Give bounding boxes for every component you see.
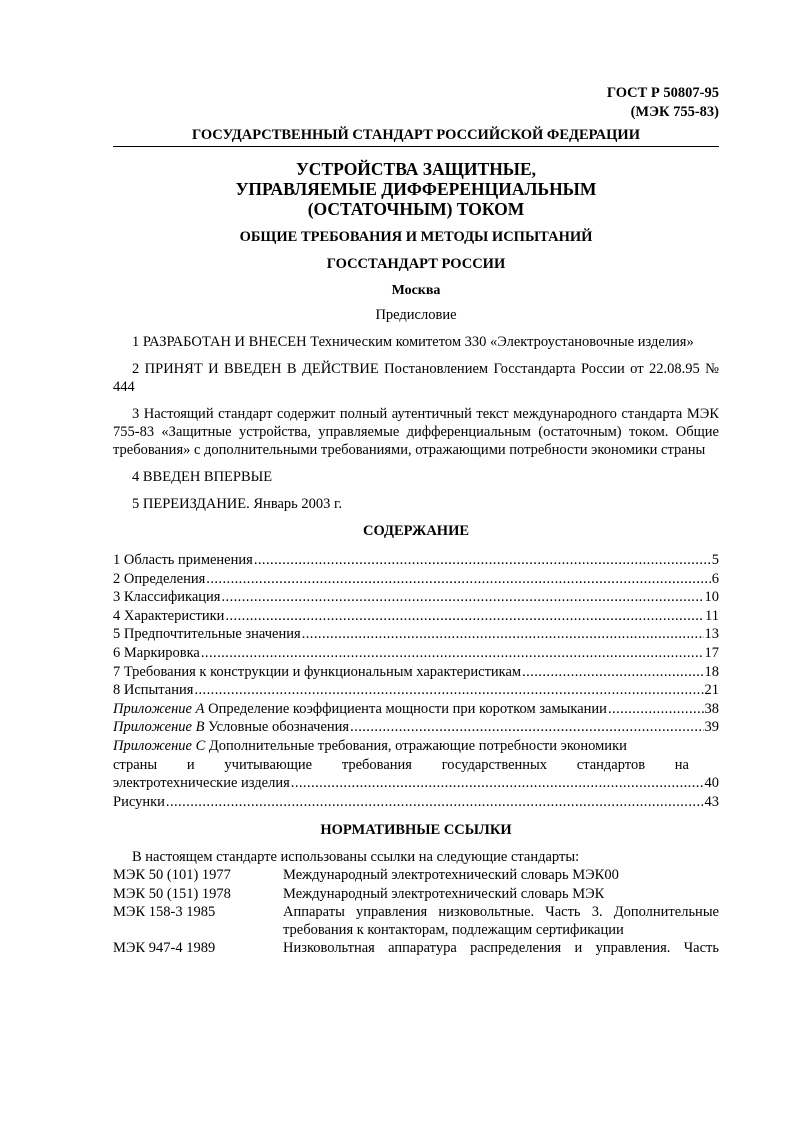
toc-appendix-b: Приложение В Условные обозначения . . . 39 [113, 718, 719, 737]
foreword-heading: Предисловие [375, 307, 457, 323]
document-page [113, 84, 719, 957]
toc-entry: 8 Испытания . . . 21 [113, 681, 719, 700]
toc-entry: 6 Маркировка . . . 17 [113, 644, 719, 663]
table-of-contents [113, 551, 719, 811]
foreword-item-4: 4 ВВЕДЕН ВПЕРВЫЕ [132, 469, 273, 485]
title-line-3: (ОСТАТОЧНЫМ) ТОКОМ [307, 199, 525, 219]
references-intro: В настоящем стандарте использованы ссылки на следующие стандарты: [132, 849, 580, 866]
contents-heading: СОДЕРЖАНИЕ [362, 523, 470, 539]
standard-code: ГОСТ Р 50807-95 [606, 85, 719, 101]
reference-row: МЭК 50 (151) 1978 Международный электротехнический словарь МЭК [113, 885, 605, 902]
foreword-item-5: 5 ПЕРЕИЗДАНИЕ. Январь 2003 г. [132, 496, 342, 512]
toc-entry: 7 Требования к конструкции и функциональным характеристикам . . . 18 [113, 663, 719, 682]
references-list [113, 866, 719, 957]
foreword-item-1: 1 РАЗРАБОТАН И ВНЕСЕН Техническим комитетом 330 «Электроустановочные изделия» [132, 334, 694, 350]
toc-entry: 5 Предпочтительные значения . . . 13 [113, 625, 719, 644]
toc-entry: 2 Определения . . . 6 [113, 570, 719, 589]
reference-row: МЭК 50 (101) 1977 Международный электротехнический словарь МЭК00 [113, 867, 619, 884]
subtitle: ОБЩИЕ ТРЕБОВАНИЯ И МЕТОДЫ ИСПЫТАНИЙ [239, 229, 593, 245]
references-heading: НОРМАТИВНЫЕ ССЫЛКИ [320, 822, 512, 839]
title-line-2: УПРАВЛЯЕМЫЕ ДИФФЕРЕНЦИАЛЬНЫМ [235, 179, 597, 199]
toc-figures: Рисунки . . . 43 [113, 793, 719, 812]
state-standard-line: ГОСУДАРСТВЕННЫЙ СТАНДАРТ РОССИЙСКОЙ ФЕДЕРАЦИИ [113, 126, 719, 147]
toc-entry: 1 Область применения . . . 5 [113, 551, 719, 570]
toc-appendix-a: Приложение А Определение коэффициента мощности при коротком замыкании . . . 38 [113, 700, 719, 719]
reference-row: МЭК 947-4 1989 Низковольтная аппаратура распределения и управления. Часть [113, 940, 719, 957]
toc-entry: 4 Характеристики . . . 11 [113, 607, 719, 626]
title-line-1: УСТРОЙСТВА ЗАЩИТНЫЕ, [295, 159, 537, 179]
toc-appendix-c: Приложение С Дополнительные требования, отражающие потребности экономики страны и учитывающие требования государственных стандартов на электротехнические изделия . . . 40 [113, 737, 719, 793]
toc-entry: 3 Классификация . . . 10 [113, 588, 719, 607]
publisher: ГОССТАНДАРТ РОССИИ [326, 256, 506, 272]
iec-code: (МЭК 755-83) [630, 104, 719, 120]
foreword-item-2: 2 ПРИНЯТ И ВВЕДЕН В ДЕЙСТВИЕ Постановлением Госстандарта России от 22.08.95 № 444 [113, 361, 719, 395]
foreword-item-3: 3 Настоящий стандарт содержит полный аутентичный текст международного стандарта МЭК 755-83 «Защитные устройства, управляемые дифференциальным (остаточным) током. Общие требования» с дополнительными требованиями, отражающими потребности экономики страны [113, 406, 719, 458]
city: Москва [391, 283, 441, 298]
reference-row: МЭК 158-3 1985 Аппараты управления низковольтные. Часть 3. Дополнительные требования к контакторам, подлежащим сертификации [113, 903, 719, 938]
